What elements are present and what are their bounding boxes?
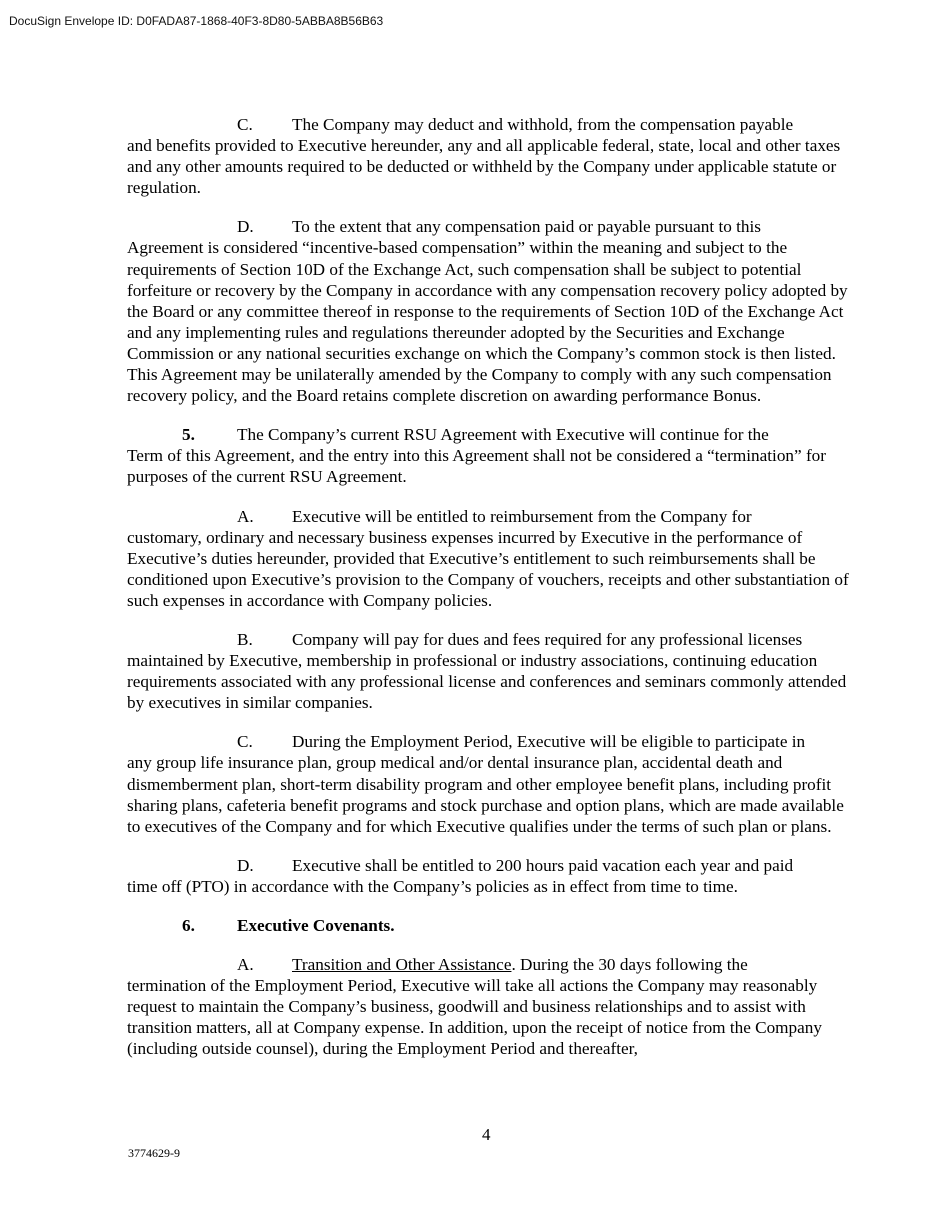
paragraph-4d-cont <box>127 237 852 406</box>
paragraph-first-line: . During the 30 days following the <box>511 955 748 975</box>
page-number: 4 <box>482 1125 491 1144</box>
paragraph-marker: D. <box>237 855 254 875</box>
paragraph-marker: C. <box>237 115 253 134</box>
paragraph-5b <box>127 629 852 650</box>
paragraph-5d-cont <box>127 876 852 897</box>
section-5-cont <box>127 445 852 487</box>
paragraph-first-line: Executive shall be entitled to 200 hours paid vacation each year and paid <box>292 855 794 875</box>
paragraph-4c-cont <box>127 135 852 198</box>
paragraph-4d <box>127 216 852 237</box>
paragraph-first-line: The Company’s current RSU Agreement with Executive will continue for the <box>237 425 769 445</box>
paragraph-text: and benefits provided to Executive hereunder, any and all applicable federal, state, local and other taxes and any other amounts required to be deducted or withheld by the Company under applicable statute or regulation. <box>127 136 841 198</box>
paragraph-text: time off (PTO) in accordance with the Company’s policies as in effect from time to time. <box>127 876 738 896</box>
section-number: 5. <box>182 425 195 445</box>
paragraph-marker: B. <box>237 629 253 649</box>
docusign-envelope-id: DocuSign Envelope ID: D0FADA87-1868-40F3-8D80-5ABBA8B56B63 <box>9 14 384 28</box>
document-body <box>127 114 852 1078</box>
paragraph-marker: D. <box>237 217 254 237</box>
paragraph-title: Transition and Other Assistance <box>292 955 512 975</box>
paragraph-text: Term of this Agreement, and the entry into this Agreement shall not be considered a “termination” for purposes of the current RSU Agreement. <box>127 446 826 487</box>
paragraph-5c <box>127 731 852 752</box>
paragraph-5a <box>127 506 852 527</box>
paragraph-marker: A. <box>237 955 254 975</box>
paragraph-text: termination of the Employment Period, Executive will take all actions the Company may reasonably request to maintain the Company’s business, goodwill and business relationships and to assist with transition matters, all at Company expense. In addition, upon the receipt of notice from the Company (including outside counsel), during the Employment Period and thereafter, <box>127 976 822 1059</box>
section-number: 6. <box>182 916 195 935</box>
section-heading: Executive Covenants. <box>237 916 395 935</box>
paragraph-text: any group life insurance plan, group medical and/or dental insurance plan, accidental death and dismemberment plan, short-term disability program and other employee benefit plans, including profit sharing plans, cafeteria benefit programs and stock purchase and option plans, which are made available to executives of the Company and for which Executive qualifies under the terms of such plan or plans. <box>127 753 844 836</box>
paragraph-marker: C. <box>237 732 253 752</box>
paragraph-marker: A. <box>237 506 254 526</box>
paragraph-5b-cont <box>127 650 852 713</box>
paragraph-first-line: The Company may deduct and withhold, from the compensation payable <box>292 115 794 134</box>
paragraph-first-line: Company will pay for dues and fees required for any professional licenses <box>292 629 803 649</box>
paragraph-5a-cont <box>127 527 852 611</box>
paragraph-text: Agreement is considered “incentive-based compensation” within the meaning and subject to the requirements of Section 10D of the Exchange Act, such compensation shall be subject to potential forfeiture or recovery by the Company in accordance with any compensation recovery policy adopted by the Board or any committee thereof in response to the requirements of Section 10D of the Exchange Act and any implementing rules and regulations thereunder adopted by the Securities and Exchange Commission or any national securities exchange on which the Company’s common stock is then listed. This Agreement may be unilaterally amended by the Company to comply with any such compensation recovery policy, and the Board retains complete discretion on awarding performance Bonus. <box>127 238 848 406</box>
paragraph-4c <box>127 114 852 135</box>
paragraph-text: customary, ordinary and necessary business expenses incurred by Executive in the performance of Executive’s duties hereunder, provided that Executive’s entitlement to such reimbursements shall be conditioned upon Executive’s provision to the Company of vouchers, receipts and other substantiation of such expenses in accordance with Company policies. <box>127 527 849 610</box>
section-5 <box>127 424 852 445</box>
section-6-heading <box>127 915 852 936</box>
paragraph-first-line: To the extent that any compensation paid or payable pursuant to this <box>292 217 761 237</box>
paragraph-first-line: During the Employment Period, Executive will be eligible to participate in <box>292 732 806 752</box>
paragraph-5d <box>127 855 852 876</box>
paragraph-5c-cont <box>127 752 852 836</box>
document-id: 3774629-9 <box>128 1146 180 1160</box>
paragraph-text: maintained by Executive, membership in professional or industry associations, continuing education requirements associated with any professional license and conferences and seminars commonly attended by executives in similar companies. <box>127 651 847 713</box>
paragraph-first-line: Executive will be entitled to reimbursement from the Company for <box>292 506 752 526</box>
paragraph-6a-cont <box>127 975 852 1059</box>
paragraph-6a <box>127 954 852 975</box>
